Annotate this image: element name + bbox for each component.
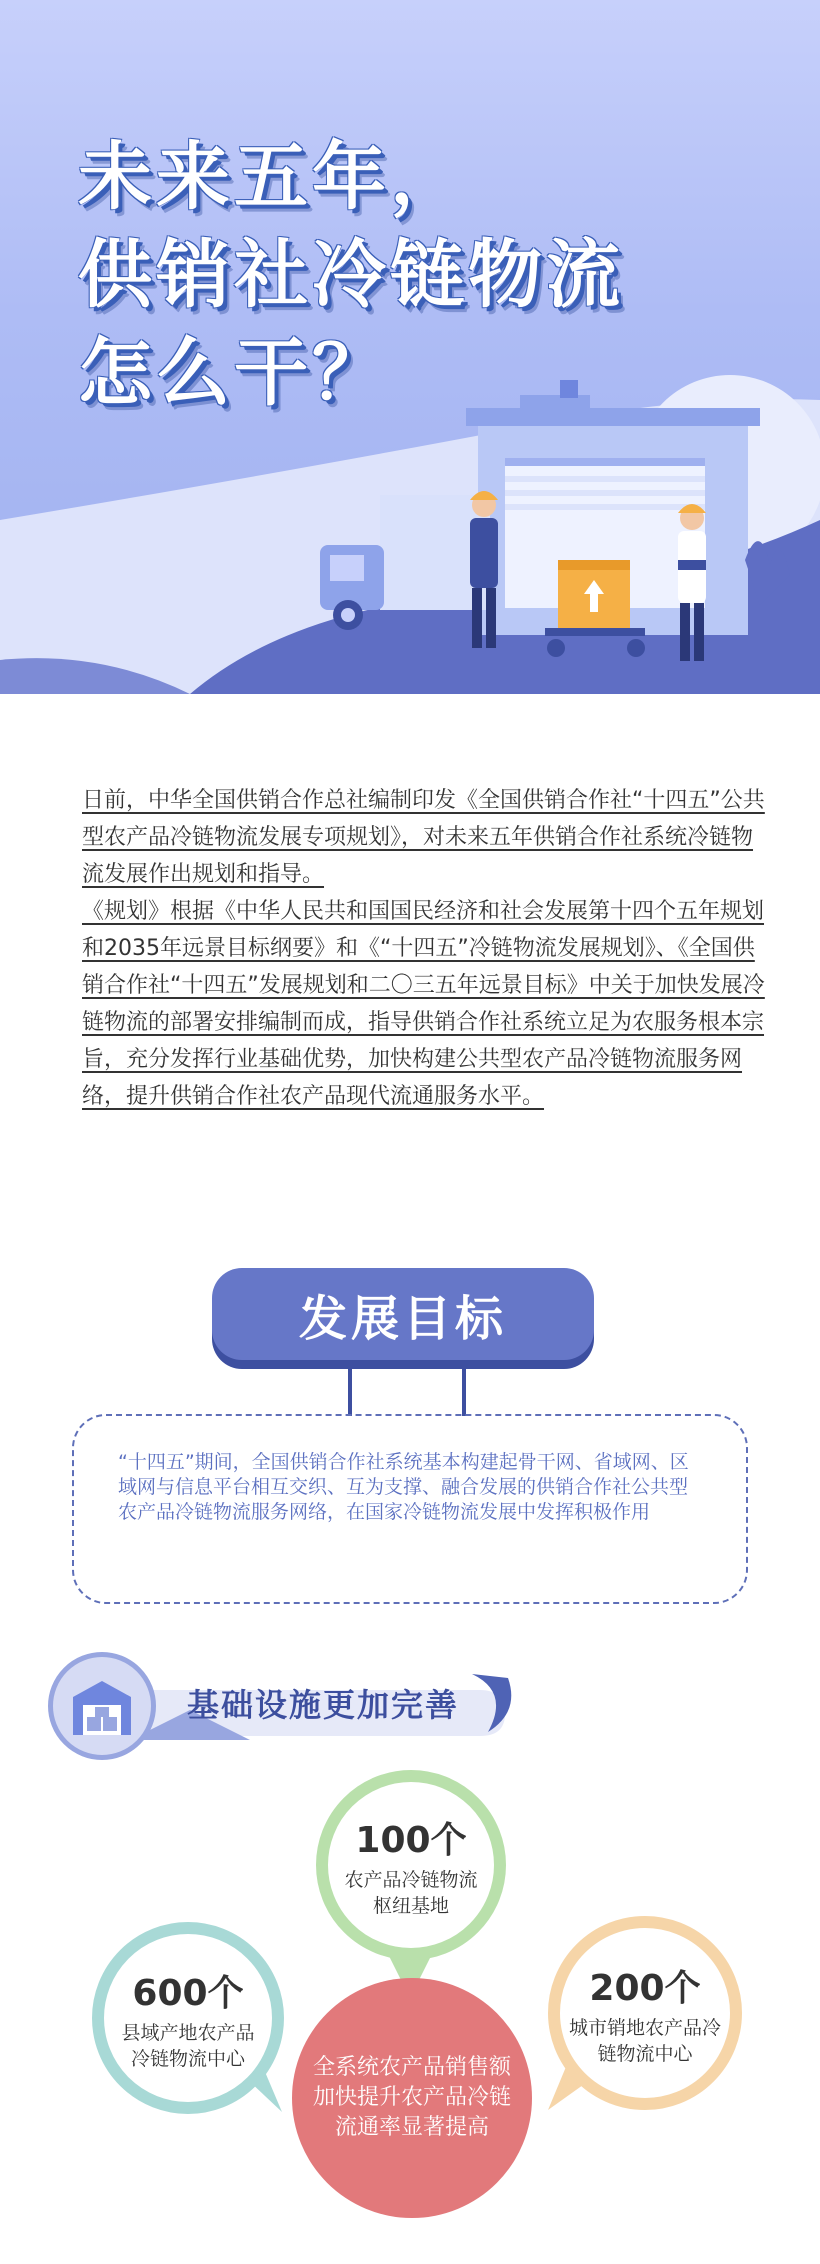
goal-connector-left [348, 1360, 352, 1416]
hub-label: 农产品冷链物流枢纽基地 [344, 1868, 478, 1917]
intro-paragraph-2 [82, 893, 772, 1115]
hero-title-line-2: 供销社冷链物流 [78, 232, 624, 318]
hub-count: 100个 [355, 1819, 467, 1861]
goal-description-box [72, 1414, 748, 1604]
goal-connector-right [462, 1360, 466, 1416]
center-summary: 全系统农产品销售额加快提升农产品冷链流通率显著提高 [312, 2055, 511, 2140]
bubble-county-centers [92, 1922, 284, 2114]
hero-banner [0, 0, 820, 694]
bubble-city-centers [548, 1916, 742, 2110]
infra-title: 基础设施更加完善 [187, 1686, 460, 1724]
hero-title [78, 128, 624, 422]
county-count: 600个 [132, 1972, 244, 2014]
hero-title-line-1: 未来五年， [78, 134, 468, 220]
goal-heading [212, 1268, 594, 1360]
intro-paragraph-1 [82, 782, 772, 893]
goal-heading-text: 发展目标 [298, 1290, 507, 1347]
city-label: 城市销地农产品冷链物流中心 [568, 2016, 721, 2065]
intro-paragraph-1-text: 日前，中华全国供销合作总社编制印发《全国供销合作社“十四五”公共型农产品冷链物流发展专项规划》，对未来五年供销合作社系统冷链物流发展作出规划和指导。 [82, 788, 765, 887]
goal-description: “十四五”期间，全国供销合作社系统基本构建起骨干网、省域网、区域网与信息平台相互交织、互为支撑、融合发展的供销合作社公共型农产品冷链物流服务网络，在国家冷链物流发展中发挥积极作用 [118, 1451, 689, 1523]
intro-paragraph-2-text: 《规划》根据《中华人民共和国国民经济和社会发展第十四个五年规划和2035年远景目标纲要》和《“十四五”冷链物流发展规划》、《全国供销合作社“十四五”发展规划和二〇三五年远景目标》中关于加快发展冷链物流的部署安排编制而成，指导供销合作社系统立足为农服务根本宗旨，充分发挥行业基础优势，加快构建公共型农产品冷链物流服务网络，提升供销合作社农产品现代流通服务水平。 [82, 899, 765, 1109]
bubble-hub-bases [316, 1770, 506, 1960]
intro-text [82, 782, 772, 1115]
hero-title-line-3: 怎么干？ [78, 330, 390, 416]
bubble-center-summary [292, 1978, 532, 2218]
city-count: 200个 [589, 1967, 701, 2009]
county-label: 县域产地农产品冷链物流中心 [121, 2021, 255, 2070]
